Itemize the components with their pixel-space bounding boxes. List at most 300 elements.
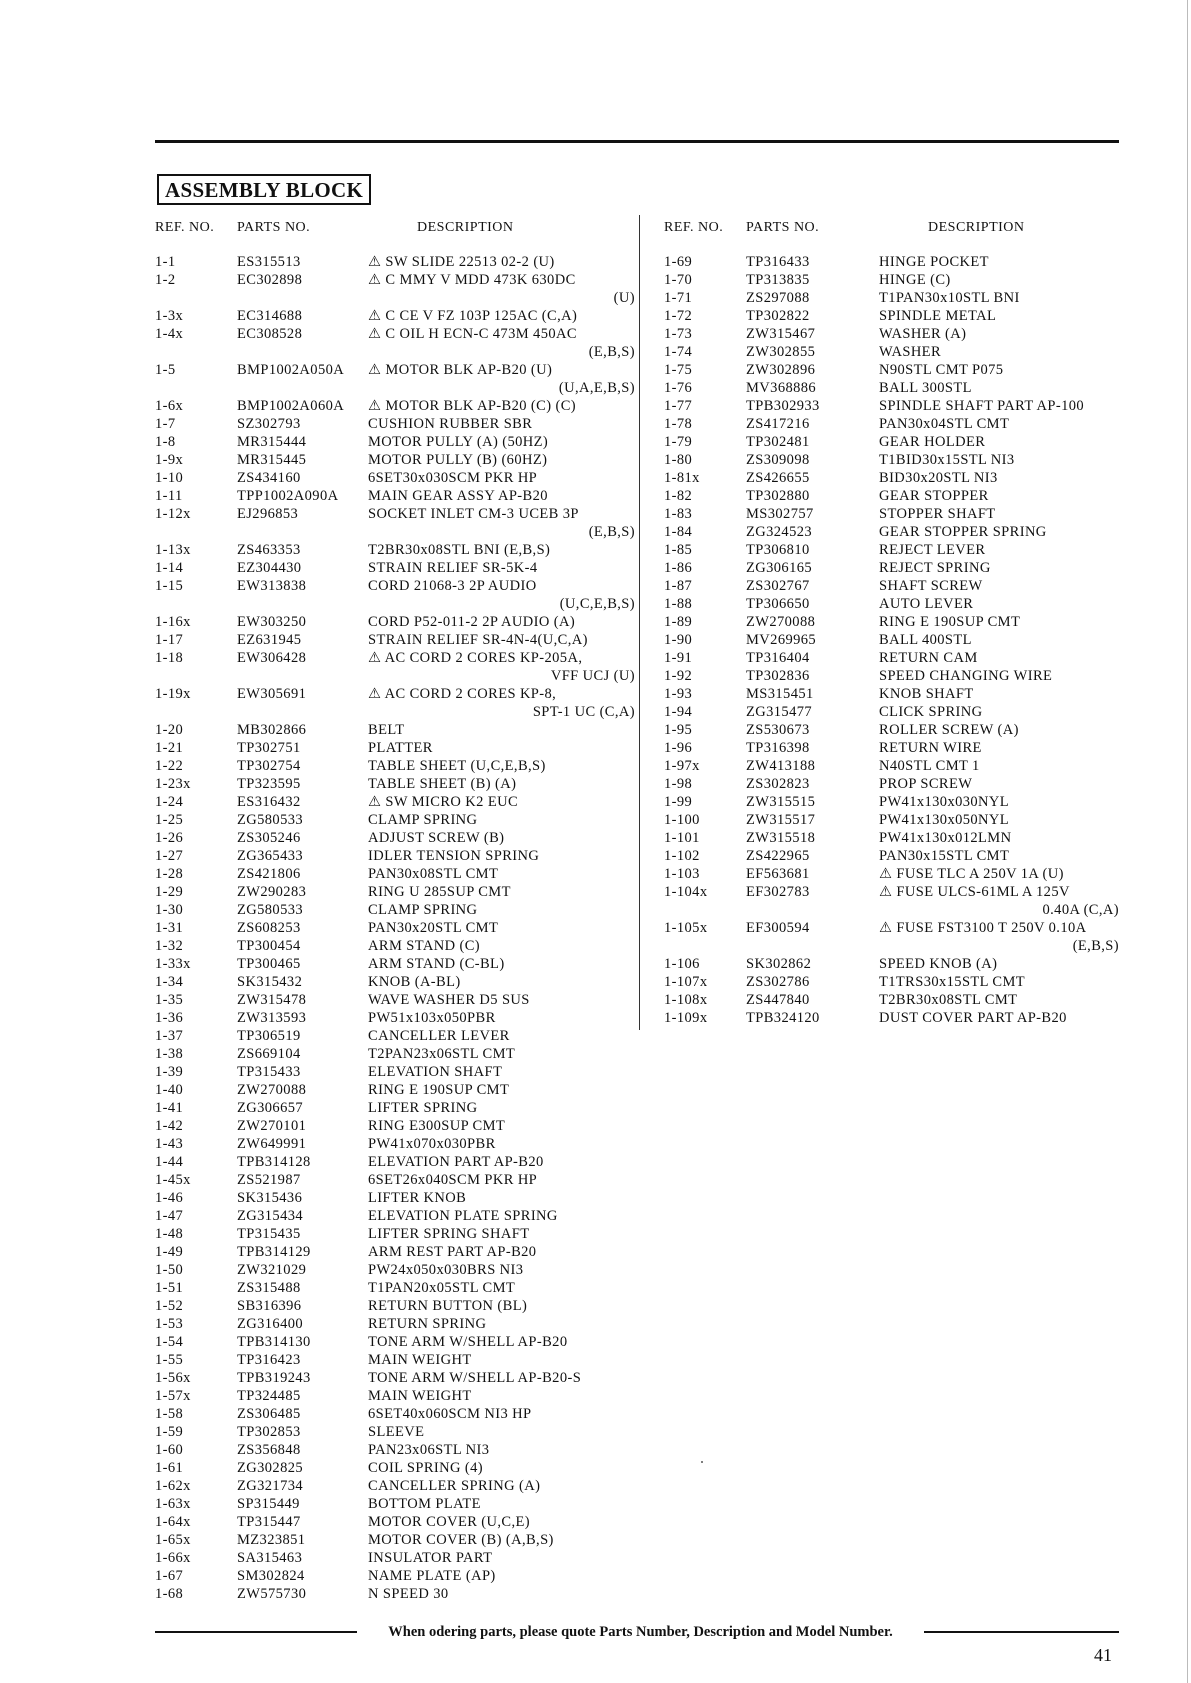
- description: STRAIN RELIEF SR-5K-4: [368, 560, 538, 576]
- description: BALL 300STL: [879, 380, 972, 396]
- table-row: [664, 811, 1119, 829]
- table-row: [155, 271, 635, 289]
- header-parts-no: PARTS NO.: [237, 220, 311, 235]
- description: BELT: [368, 722, 405, 738]
- ref-no: 1-7: [155, 416, 176, 432]
- top-rule: [155, 140, 1119, 143]
- table-rows: [155, 253, 635, 1603]
- description: PW51x103x050PBR: [368, 1010, 496, 1026]
- parts-no: MR315444: [237, 434, 307, 450]
- ref-no: 1-37: [155, 1028, 184, 1044]
- parts-no: TP302853: [237, 1424, 301, 1440]
- table-row: [155, 487, 635, 505]
- description: ⚠ FUSE TLC A 250V 1A (U): [879, 866, 1064, 882]
- description: SOCKET INLET CM-3 UCEB 3P: [368, 506, 579, 522]
- table-row: [664, 595, 1119, 613]
- ref-no: 1-89: [664, 614, 693, 630]
- parts-no: EZ631945: [237, 632, 302, 648]
- ref-no: 1-64x: [155, 1514, 191, 1530]
- table-row: [155, 1549, 635, 1567]
- description: ELEVATION PLATE SPRING: [368, 1208, 558, 1224]
- table-row: [664, 847, 1119, 865]
- description: RING E 190SUP CMT: [879, 614, 1021, 630]
- parts-no: EC308528: [237, 326, 303, 342]
- description-continuation: (U): [613, 290, 635, 306]
- parts-no: ZS530673: [746, 722, 810, 738]
- ref-no: 1-74: [664, 344, 693, 360]
- description: MOTOR COVER (U,C,E): [368, 1514, 531, 1530]
- parts-no: ZS356848: [237, 1442, 301, 1458]
- ref-no: 1-109x: [664, 1010, 708, 1026]
- table-row: [155, 1351, 635, 1369]
- ref-no: 1-53: [155, 1316, 184, 1332]
- ref-no: 1-1: [155, 254, 176, 270]
- table-row: [155, 1585, 635, 1603]
- table-row: [155, 1243, 635, 1261]
- table-row: [155, 1369, 635, 1387]
- table-row-continuation: [664, 901, 1119, 919]
- description: PROP SCREW: [879, 776, 973, 792]
- table-row: [155, 433, 635, 451]
- description: MOTOR PULLY (B) (60HZ): [368, 452, 548, 468]
- ref-no: 1-36: [155, 1010, 184, 1026]
- table-header: [155, 216, 635, 242]
- ref-no: 1-38: [155, 1046, 184, 1062]
- table-row: [664, 631, 1119, 649]
- table-row: [664, 721, 1119, 739]
- table-row: [155, 847, 635, 865]
- parts-no: TPB324120: [746, 1010, 820, 1026]
- ref-no: 1-88: [664, 596, 693, 612]
- ref-no: 1-106: [664, 956, 700, 972]
- parts-no: TP300465: [237, 956, 301, 972]
- ref-no: 1-34: [155, 974, 184, 990]
- description: ⚠ FUSE ULCS-61ML A 125V: [879, 884, 1070, 900]
- table-row: [664, 451, 1119, 469]
- parts-no: ES315513: [237, 254, 301, 270]
- table-row: [664, 487, 1119, 505]
- description: ROLLER SCREW (A): [879, 722, 1019, 738]
- footer-rule-right: [924, 1631, 1119, 1633]
- ref-no: 1-93: [664, 686, 693, 702]
- description: SPEED KNOB (A): [879, 956, 998, 972]
- table-row: [664, 667, 1119, 685]
- description: REJECT SPRING: [879, 560, 991, 576]
- table-row: [664, 649, 1119, 667]
- table-row: [664, 505, 1119, 523]
- parts-no: ZS521987: [237, 1172, 301, 1188]
- ref-no: 1-73: [664, 326, 693, 342]
- ref-no: 1-58: [155, 1406, 184, 1422]
- header-parts-no: PARTS NO.: [746, 220, 820, 235]
- parts-no: ZS297088: [746, 290, 810, 306]
- parts-no: ZS417216: [746, 416, 810, 432]
- description: WASHER (A): [879, 326, 967, 342]
- parts-no: TP316398: [746, 740, 810, 756]
- description: GEAR STOPPER SPRING: [879, 524, 1047, 540]
- description: TONE ARM W/SHELL AP-B20: [368, 1334, 568, 1350]
- table-row: [664, 379, 1119, 397]
- description: N40STL CMT 1: [879, 758, 980, 774]
- ref-no: 1-90: [664, 632, 693, 648]
- description: HINGE (C): [879, 272, 951, 288]
- table-row: [664, 307, 1119, 325]
- ref-no: 1-101: [664, 830, 700, 846]
- description: T2PAN23x06STL CMT: [368, 1046, 516, 1062]
- header-ref-no: REF. NO.: [664, 220, 724, 235]
- parts-no: ZG580533: [237, 902, 304, 918]
- ref-no: 1-24: [155, 794, 184, 810]
- parts-no: TP300454: [237, 938, 301, 954]
- table-row: [155, 1009, 635, 1027]
- table-row: [155, 775, 635, 793]
- parts-no: TP302754: [237, 758, 301, 774]
- table-row: [155, 325, 635, 343]
- table-row: [155, 1405, 635, 1423]
- description: ARM STAND (C): [368, 938, 480, 954]
- parts-no: ZS421806: [237, 866, 301, 882]
- table-row-continuation: [155, 595, 635, 613]
- ref-no: 1-32: [155, 938, 184, 954]
- table-row: [155, 1189, 635, 1207]
- page-number: 41: [1094, 1645, 1112, 1665]
- ref-no: 1-26: [155, 830, 184, 846]
- table-row-continuation: [155, 703, 635, 721]
- description: T1PAN20x05STL CMT: [368, 1280, 516, 1296]
- description: MAIN WEIGHT: [368, 1388, 472, 1404]
- table-row: [155, 1315, 635, 1333]
- description: CLAMP SPRING: [368, 812, 478, 828]
- parts-no: ZS302767: [746, 578, 810, 594]
- parts-no: ZS305246: [237, 830, 301, 846]
- ref-no: 1-35: [155, 992, 184, 1008]
- table-row: [664, 343, 1119, 361]
- table-row: [155, 1045, 635, 1063]
- parts-no: ZW575730: [237, 1586, 307, 1602]
- description: T2BR30x08STL CMT: [879, 992, 1018, 1008]
- parts-no: EW313838: [237, 578, 307, 594]
- table-row: [155, 865, 635, 883]
- parts-no: ZS306485: [237, 1406, 301, 1422]
- description: ⚠ AC CORD 2 CORES KP-205A,: [368, 650, 583, 666]
- ref-no: 1-29: [155, 884, 184, 900]
- table-row: [155, 415, 635, 433]
- header-description: DESCRIPTION: [928, 220, 1025, 235]
- parts-no: ZS315488: [237, 1280, 301, 1296]
- table-row: [155, 1279, 635, 1297]
- table-row: [155, 973, 635, 991]
- parts-no: TP302880: [746, 488, 810, 504]
- table-row: [155, 1117, 635, 1135]
- footer-rule-left: [155, 1631, 357, 1633]
- table-row: [155, 1261, 635, 1279]
- parts-no: MS302757: [746, 506, 814, 522]
- ref-no: 1-67: [155, 1568, 184, 1584]
- table-row: [155, 1153, 635, 1171]
- description: ARM STAND (C-BL): [368, 956, 505, 972]
- ref-no: 1-41: [155, 1100, 184, 1116]
- ref-no: 1-51: [155, 1280, 184, 1296]
- ref-no: 1-87: [664, 578, 693, 594]
- description: PW41x130x030NYL: [879, 794, 1010, 810]
- ref-no: 1-5: [155, 362, 176, 378]
- table-row: [664, 739, 1119, 757]
- table-row: [155, 1441, 635, 1459]
- ref-no: 1-21: [155, 740, 184, 756]
- ref-no: 1-27: [155, 848, 184, 864]
- ref-no: 1-70: [664, 272, 693, 288]
- description: T1BID30x15STL NI3: [879, 452, 1015, 468]
- parts-no: ZW270088: [746, 614, 816, 630]
- table-row: [664, 397, 1119, 415]
- description: NAME PLATE (AP): [368, 1568, 496, 1584]
- description: 6SET30x030SCM PKR HP: [368, 470, 538, 486]
- table-row: [155, 397, 635, 415]
- ref-no: 1-15: [155, 578, 184, 594]
- description: MOTOR PULLY (A) (50HZ): [368, 434, 549, 450]
- parts-no: ZG321734: [237, 1478, 304, 1494]
- parts-no: MV269965: [746, 632, 817, 648]
- parts-no: ZS434160: [237, 470, 301, 486]
- description: PW41x070x030PBR: [368, 1136, 496, 1152]
- table-row: [155, 829, 635, 847]
- stray-mark: [701, 1461, 703, 1463]
- table-row: [155, 559, 635, 577]
- ref-no: 1-11: [155, 488, 183, 504]
- section-title: ASSEMBLY BLOCK: [157, 174, 371, 205]
- description: RING U 285SUP CMT: [368, 884, 511, 900]
- parts-no: TP323595: [237, 776, 301, 792]
- ref-no: 1-48: [155, 1226, 184, 1242]
- footer-text: When odering parts, please quote Parts Number, Description and Model Number.: [388, 1624, 893, 1640]
- description: GEAR HOLDER: [879, 434, 986, 450]
- parts-no: ES316432: [237, 794, 301, 810]
- parts-no: TP306810: [746, 542, 810, 558]
- description-continuation: (U,A,E,B,S): [558, 380, 635, 396]
- table-row: [155, 901, 635, 919]
- parts-no: ZW302896: [746, 362, 816, 378]
- parts-no: TP316404: [746, 650, 810, 666]
- table-row: [155, 1207, 635, 1225]
- description: PAN30x04STL CMT: [879, 416, 1010, 432]
- ref-no: 1-79: [664, 434, 693, 450]
- description: BID30x20STL NI3: [879, 470, 998, 486]
- description: TONE ARM W/SHELL AP-B20-S: [368, 1370, 582, 1386]
- table-row-continuation: [155, 343, 635, 361]
- table-row: [155, 1027, 635, 1045]
- parts-no: ZS426655: [746, 470, 810, 486]
- table-rows: [664, 253, 1119, 1027]
- parts-no: ZS422965: [746, 848, 810, 864]
- description: SPEED CHANGING WIRE: [879, 668, 1053, 684]
- ref-no: 1-69: [664, 254, 693, 270]
- ref-no: 1-17: [155, 632, 184, 648]
- ref-no: 1-2: [155, 272, 176, 288]
- table-row: [155, 1495, 635, 1513]
- ref-no: 1-4x: [155, 326, 184, 342]
- ref-no: 1-42: [155, 1118, 184, 1134]
- parts-no: SK315432: [237, 974, 303, 990]
- description: SPINDLE METAL: [879, 308, 997, 324]
- ref-no: 1-61: [155, 1460, 184, 1476]
- ref-no: 1-65x: [155, 1532, 191, 1548]
- parts-no: ZW321029: [237, 1262, 307, 1278]
- description: RETURN WIRE: [879, 740, 982, 756]
- description: CANCELLER SPRING (A): [368, 1478, 541, 1494]
- description-continuation: (E,B,S): [1072, 938, 1119, 954]
- ref-no: 1-30: [155, 902, 184, 918]
- ref-no: 1-85: [664, 542, 693, 558]
- description: BALL 400STL: [879, 632, 972, 648]
- parts-no: SA315463: [237, 1550, 303, 1566]
- parts-no: ZG580533: [237, 812, 304, 828]
- description: MAIN WEIGHT: [368, 1352, 472, 1368]
- parts-no: EF302783: [746, 884, 810, 900]
- ref-no: 1-16x: [155, 614, 191, 630]
- description: PLATTER: [368, 740, 433, 756]
- parts-no: MB302866: [237, 722, 307, 738]
- ref-no: 1-56x: [155, 1370, 191, 1386]
- ref-no: 1-83: [664, 506, 693, 522]
- table-row: [155, 1099, 635, 1117]
- parts-no: ZW315518: [746, 830, 816, 846]
- parts-no: TP306519: [237, 1028, 301, 1044]
- description: CLICK SPRING: [879, 704, 983, 720]
- table-row: [664, 361, 1119, 379]
- table-row: [155, 469, 635, 487]
- description: ⚠ SW MICRO K2 EUC: [368, 794, 519, 810]
- table-row: [664, 991, 1119, 1009]
- description: N90STL CMT P075: [879, 362, 1004, 378]
- description: ELEVATION SHAFT: [368, 1064, 503, 1080]
- parts-no: MR315445: [237, 452, 307, 468]
- description: 6SET40x060SCM NI3 HP: [368, 1406, 532, 1422]
- parts-no: TP315433: [237, 1064, 301, 1080]
- table-row: [155, 361, 635, 379]
- parts-no: EZ304430: [237, 560, 302, 576]
- table-row: [155, 793, 635, 811]
- ref-no: 1-103: [664, 866, 700, 882]
- parts-no: TP315435: [237, 1226, 301, 1242]
- parts-no: TP302751: [237, 740, 301, 756]
- ref-no: 1-100: [664, 812, 700, 828]
- parts-no: ZW315515: [746, 794, 816, 810]
- description-continuation: 0.40A (C,A): [1042, 902, 1119, 918]
- ref-no: 1-39: [155, 1064, 184, 1080]
- ref-no: 1-22: [155, 758, 184, 774]
- parts-no: EC314688: [237, 308, 303, 324]
- parts-no: TP302822: [746, 308, 810, 324]
- parts-no: TPB302933: [746, 398, 820, 414]
- parts-no: BMP1002A050A: [237, 362, 345, 378]
- ref-no: 1-33x: [155, 956, 191, 972]
- description: RETURN SPRING: [368, 1316, 487, 1332]
- parts-no: ZG306165: [746, 560, 813, 576]
- description: T1PAN30x10STL BNI: [879, 290, 1020, 306]
- table-row: [155, 1135, 635, 1153]
- description: SPINDLE SHAFT PART AP-100: [879, 398, 1085, 414]
- parts-no: ZS669104: [237, 1046, 301, 1062]
- table-row-continuation: [664, 937, 1119, 955]
- table-row: [155, 613, 635, 631]
- parts-no: ZG315477: [746, 704, 813, 720]
- table-row: [664, 919, 1119, 937]
- parts-no: ZG324523: [746, 524, 813, 540]
- description: 6SET26x040SCM PKR HP: [368, 1172, 538, 1188]
- ref-no: 1-57x: [155, 1388, 191, 1404]
- table-row-continuation: [155, 289, 635, 307]
- table-row: [664, 541, 1119, 559]
- parts-no: EW306428: [237, 650, 307, 666]
- description: T1TRS30x15STL CMT: [879, 974, 1026, 990]
- description: T2BR30x08STL BNI (E,B,S): [368, 542, 551, 558]
- description: INSULATOR PART: [368, 1550, 493, 1566]
- ref-no: 1-6x: [155, 398, 184, 414]
- description-continuation: (U,C,E,B,S): [559, 596, 635, 612]
- description: RING E300SUP CMT: [368, 1118, 506, 1134]
- parts-no: TPB314129: [237, 1244, 311, 1260]
- table-row: [664, 793, 1119, 811]
- table-row: [664, 289, 1119, 307]
- table-row: [664, 253, 1119, 271]
- table-row: [664, 325, 1119, 343]
- parts-no: TP306650: [746, 596, 810, 612]
- description: LIFTER SPRING SHAFT: [368, 1226, 530, 1242]
- description: CANCELLER LEVER: [368, 1028, 510, 1044]
- description: ⚠ SW SLIDE 22513 02-2 (U): [368, 254, 555, 270]
- parts-no: TPB319243: [237, 1370, 311, 1386]
- ref-no: 1-31: [155, 920, 184, 936]
- table-row: [155, 649, 635, 667]
- parts-no: TP313835: [746, 272, 810, 288]
- ref-no: 1-108x: [664, 992, 708, 1008]
- table-row: [155, 1459, 635, 1477]
- table-row: [664, 1009, 1119, 1027]
- parts-no: SM302824: [237, 1568, 305, 1584]
- description: ⚠ C MMY V MDD 473K 630DC: [368, 272, 576, 288]
- ref-no: 1-44: [155, 1154, 184, 1170]
- parts-no: ZS608253: [237, 920, 301, 936]
- footer-note: [155, 1622, 1119, 1642]
- description: COIL SPRING (4): [368, 1460, 484, 1476]
- ref-no: 1-75: [664, 362, 693, 378]
- description: PAN30x15STL CMT: [879, 848, 1010, 864]
- ref-no: 1-60: [155, 1442, 184, 1458]
- description: REJECT LEVER: [879, 542, 986, 558]
- parts-no: ZW270088: [237, 1082, 307, 1098]
- description: BOTTOM PLATE: [368, 1496, 481, 1512]
- table-row: [155, 1063, 635, 1081]
- ref-no: 1-55: [155, 1352, 184, 1368]
- parts-no: ZW649991: [237, 1136, 307, 1152]
- parts-no: ZS463353: [237, 542, 301, 558]
- description: ⚠ MOTOR BLK AP-B20 (C) (C): [368, 398, 577, 414]
- table-row: [155, 991, 635, 1009]
- ref-no: 1-86: [664, 560, 693, 576]
- table-row: [664, 613, 1119, 631]
- description: PAN23x06STL NI3: [368, 1442, 490, 1458]
- table-row: [155, 253, 635, 271]
- parts-table-right: [664, 216, 1119, 1027]
- parts-no: ZW313593: [237, 1010, 307, 1026]
- description: WAVE WASHER D5 SUS: [368, 992, 530, 1008]
- ref-no: 1-84: [664, 524, 693, 540]
- table-row: [664, 433, 1119, 451]
- parts-no: BMP1002A060A: [237, 398, 345, 414]
- ref-no: 1-28: [155, 866, 184, 882]
- table-row: [664, 829, 1119, 847]
- parts-no: ZS302786: [746, 974, 810, 990]
